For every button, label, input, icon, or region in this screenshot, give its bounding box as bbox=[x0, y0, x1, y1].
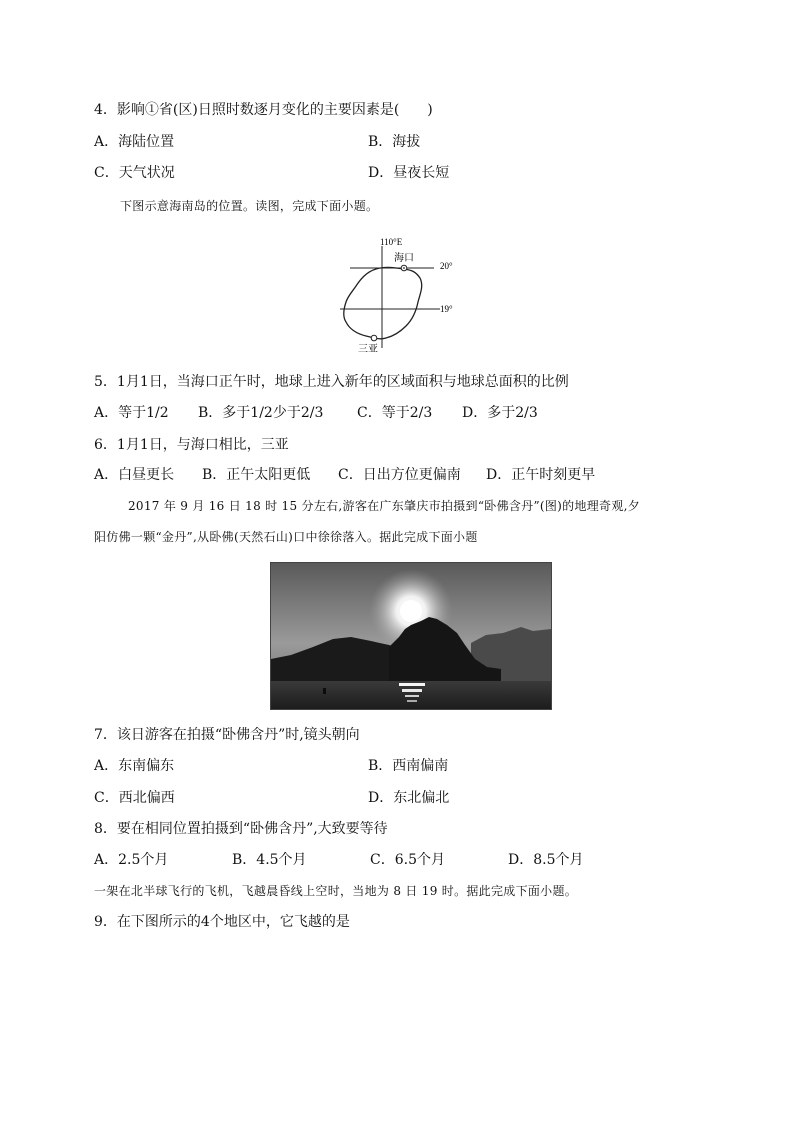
q8-option-c: C．6.5个月 bbox=[370, 852, 445, 868]
reflection-3 bbox=[405, 695, 419, 697]
reflection-4 bbox=[407, 700, 417, 702]
q5-option-d: D．多于2/3 bbox=[462, 405, 538, 421]
q8-stem: 8．要在相同位置拍摄到“卧佛含丹”,大致要等待 bbox=[94, 821, 388, 837]
q5-option-b: B．多于1/2少于2/3 bbox=[198, 405, 324, 421]
q6-option-b: B．正午太阳更低 bbox=[202, 467, 311, 483]
intro-wofo-line1: 2017 年 9 月 16 日 18 时 15 分左右,游客在广东肇庆市拍摄到“卧佛含丹”(图)的地理奇观,夕 bbox=[128, 499, 641, 513]
hainan-island-outline bbox=[344, 267, 422, 338]
q6-option-c: C．日出方位更偏南 bbox=[338, 467, 461, 483]
haikou-label: 海口 bbox=[394, 253, 414, 264]
sun-icon bbox=[400, 600, 422, 622]
reflection-1 bbox=[399, 683, 425, 686]
q4-option-b: B．海拔 bbox=[368, 134, 421, 150]
lat-19-label: 19° bbox=[440, 304, 453, 314]
q5-stem: 5．1月1日，当海口正午时，地球上进入新年的区域面积与地球总面积的比例 bbox=[94, 374, 569, 390]
q7-option-a: A．东南偏东 bbox=[94, 758, 175, 774]
q9-stem: 9．在下图所示的4个地区中，它飞越的是 bbox=[94, 914, 350, 930]
q6-option-a: A．白昼更长 bbox=[94, 467, 175, 483]
q5-option-a: A．等于1/2 bbox=[94, 405, 169, 421]
q4-option-c: C．天气状况 bbox=[94, 165, 175, 181]
tiny-figure bbox=[323, 688, 326, 694]
q4-option-d: D．昼夜长短 bbox=[368, 165, 450, 181]
q7-stem: 7．该日游客在拍摄“卧佛含丹”时,镜头朝向 bbox=[94, 727, 360, 743]
q8-option-d: D．8.5个月 bbox=[508, 852, 584, 868]
sunset-photo bbox=[270, 562, 552, 710]
haikou-marker-dot-icon bbox=[403, 267, 405, 269]
sunset-photo-svg bbox=[271, 563, 551, 709]
reflection-2 bbox=[402, 689, 422, 692]
intro-hainan: 下图示意海南岛的位置。读图，完成下面小题。 bbox=[120, 199, 379, 213]
q4-option-a: A．海陆位置 bbox=[94, 134, 175, 150]
q7-option-d: D．东北偏北 bbox=[368, 790, 450, 806]
q4-stem: 4．影响①省(区)日照时数逐月变化的主要因素是( ) bbox=[94, 102, 433, 118]
lon-110e-label: 110°E bbox=[380, 237, 403, 247]
intro-plane: 一架在北半球飞行的飞机，飞越晨昏线上空时，当地为 8 日 19 时。据此完成下面小题。 bbox=[94, 884, 578, 898]
q6-stem: 6．1月1日，与海口相比，三亚 bbox=[94, 437, 289, 453]
sanya-label: 三亚 bbox=[358, 344, 378, 355]
lat-20-label: 20° bbox=[440, 261, 453, 271]
hainan-map-svg bbox=[336, 232, 470, 356]
q8-option-a: A．2.5个月 bbox=[94, 852, 169, 868]
q8-option-b: B．4.5个月 bbox=[232, 852, 307, 868]
q7-option-c: C．西北偏西 bbox=[94, 790, 175, 806]
hainan-map bbox=[336, 232, 470, 356]
q5-option-c: C．等于2/3 bbox=[357, 405, 433, 421]
sanya-marker-icon bbox=[371, 335, 377, 341]
intro-wofo-line2: 阳仿佛一颗“金丹”,从卧佛(天然石山)口中徐徐落入。据此完成下面小题 bbox=[94, 530, 478, 544]
q6-option-d: D．正午时刻更早 bbox=[486, 467, 596, 483]
q7-option-b: B．西南偏南 bbox=[368, 758, 449, 774]
